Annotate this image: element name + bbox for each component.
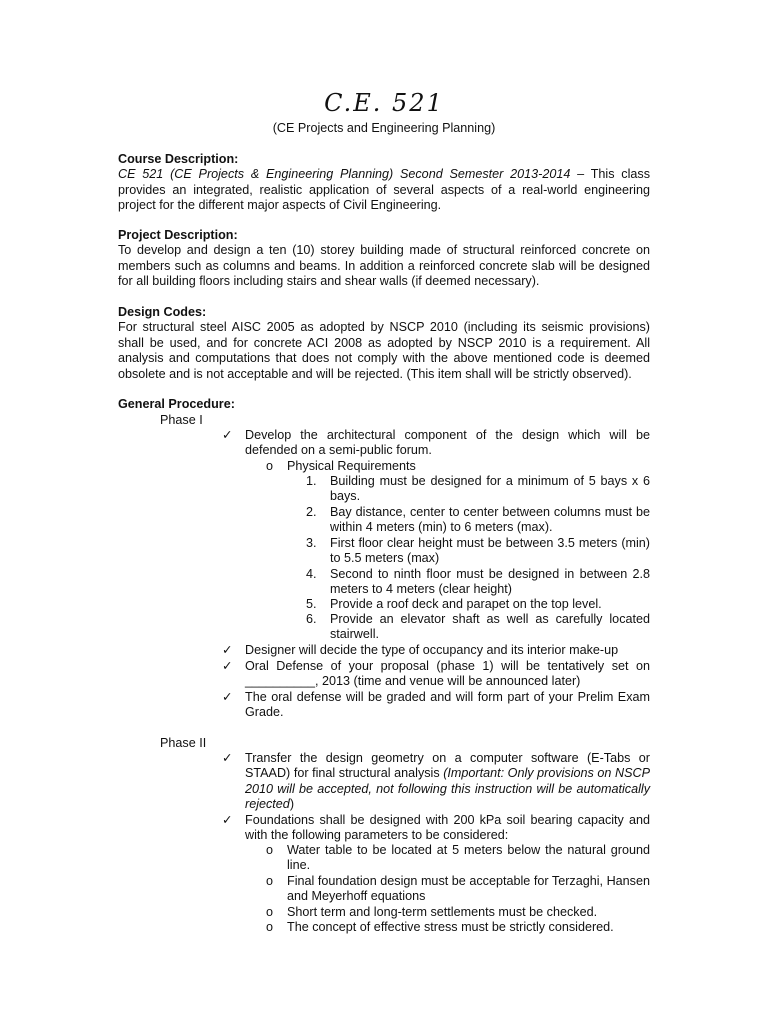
foundation-parameter-text: Short term and long-term settlements must be checked.: [287, 905, 598, 919]
requirement-text: Building must be designed for a minimum of 5 bays x 6 bays.: [330, 474, 650, 504]
course-subtitle: (CE Projects and Engineering Planning): [272, 121, 496, 135]
requirement-text: Bay distance, center to center between columns must be within 4 meters (min) to 6 meters (max).: [330, 505, 650, 535]
phase-1-item-occupancy: [222, 643, 650, 658]
requirement-item: [306, 505, 650, 536]
foundation-parameter-item: [266, 920, 650, 935]
check-icon: ✓: [222, 428, 233, 442]
foundation-parameter-item: [266, 843, 650, 874]
physical-requirements-item: [266, 459, 650, 474]
check-icon: ✓: [222, 751, 233, 765]
requirement-text: First floor clear height must be between 3.5 meters (min) to 5.5 meters (max): [330, 536, 650, 566]
requirement-item: [306, 597, 650, 612]
phase-1-item-text: The oral defense will be graded and will form part of your Prelim Exam Grade.: [245, 690, 650, 720]
course-description-body: [118, 167, 650, 213]
course-description-italic: CE 521 (CE Projects & Engineering Planning) Second Semester 2013-2014: [118, 167, 571, 182]
phase-1-item-text: Oral Defense of your proposal (phase 1) will be tentatively set on __________, 2013 (time and venue will be announced later): [245, 659, 650, 689]
foundation-parameter-text: Final foundation design must be acceptable for Terzaghi, Hansen and Meyerhoff equations: [287, 874, 650, 904]
phase-1-item-text: Develop the architectural component of the design which will be defended on a semi-public forum.: [245, 428, 650, 458]
circle-bullet-icon: o: [266, 459, 274, 473]
requirement-text: Provide a roof deck and parapet on the top level.: [330, 597, 602, 611]
phase-2-item-important-note: (Important: Only provisions on NSCP 2010 will be accepted, not following this instruction will be automatically rejected: [245, 766, 650, 812]
course-description-section: [118, 152, 650, 214]
phase-1-item-architectural: [222, 428, 650, 459]
foundation-parameter-item: [266, 874, 650, 905]
course-description-heading: Course Description:: [118, 152, 239, 166]
circle-bullet-icon: o: [266, 874, 274, 888]
phase-2-item-foundations: [222, 813, 650, 844]
phase-1-item-oral-defense: [222, 659, 650, 690]
phase-1-label: Phase I: [160, 413, 203, 427]
requirement-number: 4.: [306, 567, 317, 581]
project-description-section: [118, 228, 650, 290]
circle-bullet-icon: o: [266, 920, 274, 934]
course-code-title: C.E. 521: [324, 89, 444, 117]
requirement-number: 2.: [306, 505, 317, 519]
design-codes-body: For structural steel AISC 2005 as adopted by NSCP 2010 (including its seismic provisions) shall be used, and for concrete ACI 2008 as adopted by NSCP 2010 is a requirement. All analysis and computations that does not comply with the above mentioned code is deemed obsolete and is not acceptable and will be rejected. (This item shall will be strictly observed).: [118, 320, 650, 381]
requirement-item: [306, 474, 650, 505]
requirement-number: 5.: [306, 597, 317, 611]
design-codes-heading: Design Codes:: [118, 305, 207, 319]
requirement-number: 3.: [306, 536, 317, 550]
foundation-parameter-text: Water table to be located at 5 meters below the natural ground line.: [287, 843, 650, 873]
requirement-number: 6.: [306, 612, 317, 626]
project-description-heading: Project Description:: [118, 228, 238, 242]
phase-2-item-text: Foundations shall be designed with 200 kPa soil bearing capacity and with the following parameters to be considered:: [245, 813, 650, 843]
phase-2-label: Phase II: [160, 736, 207, 750]
check-icon: ✓: [222, 659, 233, 673]
phase-1-item-grading: [222, 690, 650, 721]
phase-2-item-software: [222, 751, 650, 813]
phase-2-item-text: Transfer the design geometry on a computer software (E-Tabs or STAAD) for final structural analysis: [245, 751, 650, 781]
foundation-parameter-text: The concept of effective stress must be strictly considered.: [287, 920, 614, 934]
design-codes-section: [118, 305, 650, 382]
general-procedure-heading: General Procedure:: [118, 397, 235, 411]
requirement-item: [306, 612, 650, 643]
foundation-parameter-item: [266, 905, 650, 920]
course-description-text: – This class provides an integrated, realistic application of several aspects of a real-world engineering project for the different major aspects of Civil Engineering.: [118, 167, 650, 213]
requirement-text: Provide an elevator shaft as well as carefully located stairwell.: [330, 612, 650, 642]
requirement-item: [306, 536, 650, 567]
check-icon: ✓: [222, 643, 233, 657]
phase-2-item-close-paren: ): [289, 797, 295, 812]
phase-1-item-text: Designer will decide the type of occupancy and its interior make-up: [245, 643, 619, 657]
project-description-body: To develop and design a ten (10) storey building made of structural reinforced concrete on members such as columns and beams. In addition a reinforced concrete slab will be designed for all building floors including stairs and shear walls (if deemed necessary).: [118, 243, 650, 289]
general-procedure-section: [118, 397, 650, 412]
circle-bullet-icon: o: [266, 843, 274, 857]
physical-requirements-label: Physical Requirements: [287, 459, 416, 473]
check-icon: ✓: [222, 690, 233, 704]
requirement-text: Second to ninth floor must be designed in between 2.8 meters to 4 meters (clear height): [330, 567, 650, 597]
requirement-item: [306, 567, 650, 598]
circle-bullet-icon: o: [266, 905, 274, 919]
requirement-number: 1.: [306, 474, 317, 488]
check-icon: ✓: [222, 813, 233, 827]
